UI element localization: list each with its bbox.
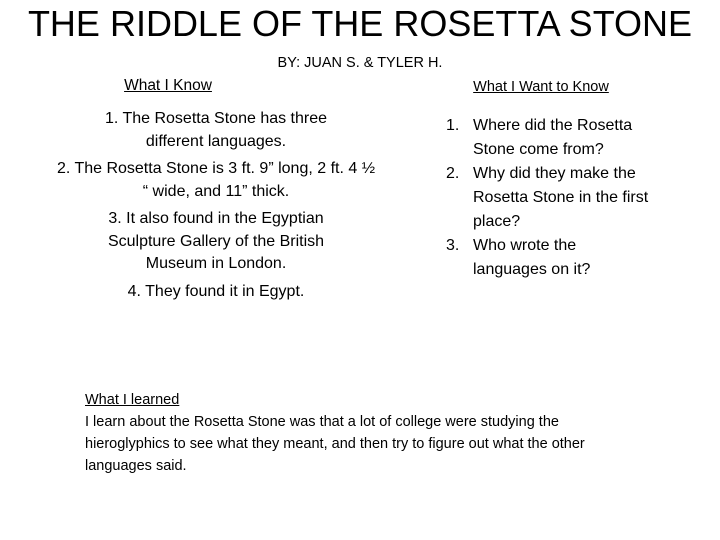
know-item-3: 3. It also found in the Egyptian Sculpture Gallery of the British Museum in London. xyxy=(107,210,325,272)
want-item-1 xyxy=(444,114,652,162)
what-i-want-to-know-list xyxy=(444,114,652,282)
what-i-learned-body: I learn about the Rosetta Stone was that a lot of college were studying the hieroglyphics to see what they meant, and then try to figure out what the other languages said. xyxy=(85,414,585,474)
know-item-4: 4. They found it in Egypt. xyxy=(127,282,305,300)
what-i-learned-heading: What I learned xyxy=(85,392,180,408)
want-item-number: 3. xyxy=(446,237,460,254)
want-item-number: 2. xyxy=(446,165,460,182)
want-item-text: Where did the Rosetta Stone come from? xyxy=(473,117,633,158)
want-item-3 xyxy=(444,234,652,282)
want-item-number: 1. xyxy=(446,117,460,134)
want-item-text: Why did they make the Rosetta Stone in the first place? xyxy=(473,165,649,230)
what-i-know-list xyxy=(56,108,376,308)
what-i-know-heading: What I Know xyxy=(124,77,212,94)
slide-title: THE RIDDLE OF THE ROSETTA STONE xyxy=(27,3,693,44)
know-item-1: 1. The Rosetta Stone has three different languages. xyxy=(104,110,328,150)
what-i-learned-section xyxy=(85,389,645,477)
slide-subtitle: BY: JUAN S. & TYLER H. xyxy=(277,55,443,71)
want-item-text: Who wrote the languages on it? xyxy=(473,237,591,278)
know-item-2: 2. The Rosetta Stone is 3 ft. 9” long, 2 ft. 4 ½ “ wide, and 11” thick. xyxy=(56,160,376,200)
want-item-2 xyxy=(444,162,652,234)
what-i-want-to-know-heading: What I Want to Know xyxy=(473,79,609,95)
